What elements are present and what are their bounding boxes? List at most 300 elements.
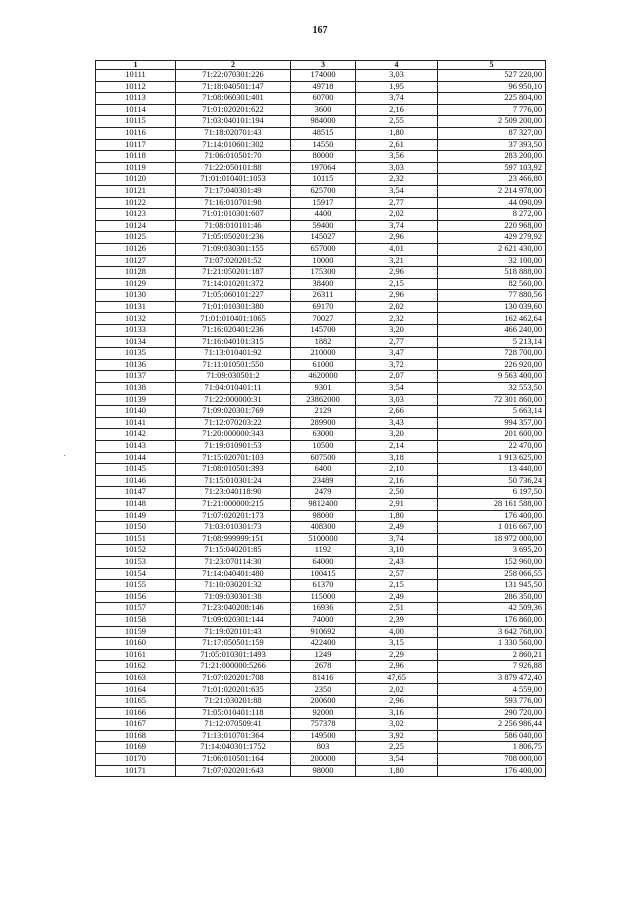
table-cell-col-2: 71:03:010301:73 [176, 522, 291, 534]
table-cell-col-1: 10135 [96, 348, 176, 360]
table-cell-col-1: 10146 [96, 475, 176, 487]
table-cell-col-5: 1 016 667,00 [438, 522, 546, 534]
table-cell-col-3: 9812400 [291, 498, 356, 510]
table-cell-col-1: 10115 [96, 116, 176, 128]
table-cell-col-3: 10115 [291, 174, 356, 186]
table-cell-col-1: 10119 [96, 162, 176, 174]
table-cell-col-4: 3,21 [356, 255, 438, 267]
table-cell-col-3: 59400 [291, 220, 356, 232]
table-row [96, 545, 546, 557]
table-cell-col-1: 10124 [96, 220, 176, 232]
table-row [96, 429, 546, 441]
table-cell-col-4: 2,51 [356, 603, 438, 615]
table-cell-col-1: 10170 [96, 754, 176, 766]
table-row [96, 522, 546, 534]
table-cell-col-5: 176 860,00 [438, 614, 546, 626]
table-cell-col-2: 71:22:050101:88 [176, 162, 291, 174]
table-cell-col-5: 1 913 625,00 [438, 452, 546, 464]
table-cell-col-1: 10116 [96, 127, 176, 139]
table-cell-col-1: 10143 [96, 441, 176, 453]
table-cell-col-5: 82 560,00 [438, 278, 546, 290]
table-cell-col-5: 728 700,00 [438, 348, 546, 360]
table-cell-col-4: 47,65 [356, 672, 438, 684]
table-cell-col-3: 81416 [291, 672, 356, 684]
table-cell-col-1: 10138 [96, 383, 176, 395]
table-cell-col-4: 2,39 [356, 614, 438, 626]
table-row [96, 255, 546, 267]
table-cell-col-4: 1,95 [356, 81, 438, 93]
table-cell-col-1: 10162 [96, 661, 176, 673]
table-row [96, 475, 546, 487]
table-cell-col-1: 10139 [96, 394, 176, 406]
table-cell-col-1: 10129 [96, 278, 176, 290]
table-cell-col-5: 131 945,50 [438, 580, 546, 592]
table-cell-col-2: 71:20:000000:343 [176, 429, 291, 441]
table-cell-col-1: 10120 [96, 174, 176, 186]
table-cell-col-5: 290 720,00 [438, 707, 546, 719]
table-row [96, 487, 546, 499]
table-cell-col-1: 10159 [96, 626, 176, 638]
table-row [96, 139, 546, 151]
table-cell-col-2: 71:22:070301:226 [176, 70, 291, 82]
data-table [95, 60, 546, 777]
column-header-3: 3 [291, 61, 356, 70]
table-cell-col-2: 71:07:020201:708 [176, 672, 291, 684]
table-cell-col-2: 71:13:010401:92 [176, 348, 291, 360]
table-cell-col-3: 64000 [291, 556, 356, 568]
table-cell-col-5: 22 470,00 [438, 441, 546, 453]
table-row [96, 151, 546, 163]
table-cell-col-4: 2,43 [356, 556, 438, 568]
table-cell-col-2: 71:21:000000:215 [176, 498, 291, 510]
table-cell-col-5: 162 462,64 [438, 313, 546, 325]
table-cell-col-3: 10500 [291, 441, 356, 453]
table-cell-col-1: 10114 [96, 104, 176, 116]
table-cell-col-5: 994 357,00 [438, 417, 546, 429]
page-number: 167 [312, 25, 328, 36]
table-cell-col-1: 10163 [96, 672, 176, 684]
table-cell-col-5: 1 330 560,00 [438, 638, 546, 650]
table-row [96, 336, 546, 348]
table-cell-col-4: 2,02 [356, 684, 438, 696]
table-cell-col-3: 149500 [291, 730, 356, 742]
table-cell-col-1: 10145 [96, 464, 176, 476]
table-cell-col-4: 2,66 [356, 406, 438, 418]
table-cell-col-1: 10134 [96, 336, 176, 348]
column-header-5: 5 [438, 61, 546, 70]
table-cell-col-5: 130 039,60 [438, 301, 546, 313]
table-cell-col-5: 28 161 588,00 [438, 498, 546, 510]
table-cell-col-5: 176 400,00 [438, 510, 546, 522]
table-cell-col-3: 63000 [291, 429, 356, 441]
table-row [96, 417, 546, 429]
table-row [96, 290, 546, 302]
table-cell-col-4: 2,29 [356, 649, 438, 661]
table-cell-col-2: 71:18:020701:43 [176, 127, 291, 139]
table-cell-col-5: 597 103,92 [438, 162, 546, 174]
table-cell-col-2: 71:12:070203:22 [176, 417, 291, 429]
table-cell-col-5: 18 972 000,00 [438, 533, 546, 545]
table-cell-col-3: 200000 [291, 754, 356, 766]
table-cell-col-3: 74000 [291, 614, 356, 626]
table-row [96, 209, 546, 221]
table-cell-col-4: 3,18 [356, 452, 438, 464]
table-row [96, 383, 546, 395]
table-cell-col-3: 2678 [291, 661, 356, 673]
table-cell-col-5: 527 220,00 [438, 70, 546, 82]
table-cell-col-1: 10112 [96, 81, 176, 93]
table-row [96, 638, 546, 650]
table-cell-col-2: 71:07:020201:52 [176, 255, 291, 267]
table-row [96, 684, 546, 696]
table-cell-col-3: 289900 [291, 417, 356, 429]
table-row [96, 243, 546, 255]
table-cell-col-1: 10113 [96, 93, 176, 105]
table-cell-col-5: 226 920,00 [438, 359, 546, 371]
table-cell-col-1: 10140 [96, 406, 176, 418]
table-cell-col-3: 5100000 [291, 533, 356, 545]
table-cell-col-2: 71:23:070114:30 [176, 556, 291, 568]
table-cell-col-5: 518 888,00 [438, 267, 546, 279]
table-cell-col-3: 197064 [291, 162, 356, 174]
table-cell-col-1: 10144 [96, 452, 176, 464]
table-cell-col-2: 71:09:020301:769 [176, 406, 291, 418]
table-cell-col-1: 10142 [96, 429, 176, 441]
table-cell-col-2: 71:01:010401:1065 [176, 313, 291, 325]
table-row [96, 754, 546, 766]
table-cell-col-5: 3 642 768,00 [438, 626, 546, 638]
table-cell-col-3: 200600 [291, 696, 356, 708]
table-cell-col-3: 98000 [291, 765, 356, 777]
table-cell-col-1: 10158 [96, 614, 176, 626]
table-cell-col-5: 225 804,00 [438, 93, 546, 105]
table-cell-col-2: 71:06:010501:164 [176, 754, 291, 766]
table-row [96, 661, 546, 673]
table-cell-col-2: 71:14:040401:480 [176, 568, 291, 580]
data-table-container [95, 60, 545, 777]
table-cell-col-5: 3 695,20 [438, 545, 546, 557]
table-row [96, 614, 546, 626]
column-header-2: 2 [176, 61, 291, 70]
table-row [96, 556, 546, 568]
table-cell-col-3: 607500 [291, 452, 356, 464]
table-cell-col-3: 98000 [291, 510, 356, 522]
table-cell-col-3: 100415 [291, 568, 356, 580]
table-cell-col-3: 80000 [291, 151, 356, 163]
table-row [96, 197, 546, 209]
table-row [96, 626, 546, 638]
table-cell-col-3: 175300 [291, 267, 356, 279]
table-cell-col-1: 10164 [96, 684, 176, 696]
table-cell-col-1: 10155 [96, 580, 176, 592]
table-cell-col-2: 71:14:010601:302 [176, 139, 291, 151]
table-cell-col-5: 2 214 978,00 [438, 185, 546, 197]
table-cell-col-1: 10147 [96, 487, 176, 499]
table-cell-col-1: 10127 [96, 255, 176, 267]
table-row [96, 359, 546, 371]
table-row [96, 371, 546, 383]
table-cell-col-1: 10161 [96, 649, 176, 661]
table-cell-col-4: 2,07 [356, 371, 438, 383]
table-cell-col-2: 71:17:040301:49 [176, 185, 291, 197]
table-cell-col-5: 37 393,50 [438, 139, 546, 151]
table-cell-col-4: 2,96 [356, 290, 438, 302]
table-cell-col-3: 23489 [291, 475, 356, 487]
table-cell-col-5: 152 960,00 [438, 556, 546, 568]
table-cell-col-2: 71:13:010701:364 [176, 730, 291, 742]
table-cell-col-4: 3,74 [356, 533, 438, 545]
table-cell-col-5: 77 880,56 [438, 290, 546, 302]
table-cell-col-1: 10130 [96, 290, 176, 302]
table-cell-col-2: 71:09:030301:155 [176, 243, 291, 255]
table-cell-col-4: 3,56 [356, 151, 438, 163]
table-row [96, 394, 546, 406]
table-cell-col-5: 13 440,00 [438, 464, 546, 476]
table-row [96, 452, 546, 464]
table-cell-col-3: 38400 [291, 278, 356, 290]
table-row [96, 707, 546, 719]
table-cell-col-4: 4,01 [356, 243, 438, 255]
table-cell-col-2: 71:05:060101:227 [176, 290, 291, 302]
table-cell-col-2: 71:03:040101:194 [176, 116, 291, 128]
table-row [96, 510, 546, 522]
table-row [96, 719, 546, 731]
table-cell-col-4: 2,32 [356, 174, 438, 186]
table-cell-col-4: 3,72 [356, 359, 438, 371]
table-row [96, 730, 546, 742]
table-cell-col-2: 71:01:010301:380 [176, 301, 291, 313]
table-row [96, 765, 546, 777]
table-cell-col-3: 2129 [291, 406, 356, 418]
table-cell-col-4: 2,55 [356, 116, 438, 128]
table-cell-col-3: 210000 [291, 348, 356, 360]
table-cell-col-5: 283 200,00 [438, 151, 546, 163]
table-row [96, 672, 546, 684]
table-cell-col-2: 71:10:030201:32 [176, 580, 291, 592]
table-cell-col-3: 2479 [291, 487, 356, 499]
table-cell-col-4: 2,02 [356, 209, 438, 221]
table-cell-col-5: 176 400,00 [438, 765, 546, 777]
table-cell-col-2: 71:07:020201:173 [176, 510, 291, 522]
table-cell-col-5: 708 000,00 [438, 754, 546, 766]
table-row [96, 267, 546, 279]
table-cell-col-1: 10156 [96, 591, 176, 603]
table-cell-col-2: 71:14:040301:1752 [176, 742, 291, 754]
table-cell-col-2: 71:05:010401:118 [176, 707, 291, 719]
table-cell-col-2: 71:09:030501:2 [176, 371, 291, 383]
table-cell-col-2: 71:09:030301:38 [176, 591, 291, 603]
table-row [96, 580, 546, 592]
table-cell-col-3: 9301 [291, 383, 356, 395]
table-cell-col-4: 1,80 [356, 127, 438, 139]
table-cell-col-2: 71:07:020201:643 [176, 765, 291, 777]
table-cell-col-5: 2 509 200,00 [438, 116, 546, 128]
table-cell-col-4: 3,20 [356, 429, 438, 441]
table-cell-col-5: 466 240,00 [438, 325, 546, 337]
table-body [96, 70, 546, 777]
table-cell-col-4: 2,10 [356, 464, 438, 476]
table-cell-col-3: 1192 [291, 545, 356, 557]
table-cell-col-5: 258 066,55 [438, 568, 546, 580]
table-cell-col-3: 2350 [291, 684, 356, 696]
table-cell-col-4: 2,96 [356, 232, 438, 244]
table-cell-col-2: 71:08:060301:401 [176, 93, 291, 105]
table-cell-col-1: 10157 [96, 603, 176, 615]
table-cell-col-1: 10166 [96, 707, 176, 719]
table-cell-col-3: 984000 [291, 116, 356, 128]
table-cell-col-2: 71:16:040101:315 [176, 336, 291, 348]
table-cell-col-5: 2 860,21 [438, 649, 546, 661]
table-cell-col-1: 10121 [96, 185, 176, 197]
table-cell-col-5: 7 776,00 [438, 104, 546, 116]
table-cell-col-3: 23862000 [291, 394, 356, 406]
table-row [96, 742, 546, 754]
table-cell-col-3: 60700 [291, 93, 356, 105]
table-cell-col-4: 3,54 [356, 383, 438, 395]
table-cell-col-3: 10000 [291, 255, 356, 267]
table-cell-col-4: 2,14 [356, 441, 438, 453]
table-row [96, 81, 546, 93]
table-cell-col-1: 10168 [96, 730, 176, 742]
table-cell-col-2: 71:06:010501:70 [176, 151, 291, 163]
table-cell-col-5: 586 040,00 [438, 730, 546, 742]
table-row [96, 220, 546, 232]
table-row [96, 498, 546, 510]
table-cell-col-2: 71:16:010701:98 [176, 197, 291, 209]
table-cell-col-5: 50 736,24 [438, 475, 546, 487]
table-cell-col-3: 61000 [291, 359, 356, 371]
table-cell-col-4: 2,15 [356, 278, 438, 290]
table-cell-col-2: 71:17:050501:159 [176, 638, 291, 650]
table-cell-col-4: 2,16 [356, 104, 438, 116]
table-cell-col-2: 71:15:040201:85 [176, 545, 291, 557]
table-cell-col-5: 2 621 430,00 [438, 243, 546, 255]
table-cell-col-2: 71:19:010901:53 [176, 441, 291, 453]
table-cell-col-3: 657000 [291, 243, 356, 255]
table-cell-col-3: 408300 [291, 522, 356, 534]
table-cell-col-3: 92000 [291, 707, 356, 719]
table-row [96, 406, 546, 418]
table-cell-col-3: 16936 [291, 603, 356, 615]
table-row [96, 174, 546, 186]
table-cell-col-1: 10148 [96, 498, 176, 510]
table-row [96, 93, 546, 105]
table-cell-col-3: 3600 [291, 104, 356, 116]
table-cell-col-3: 15917 [291, 197, 356, 209]
table-cell-col-3: 61370 [291, 580, 356, 592]
table-cell-col-3: 910692 [291, 626, 356, 638]
table-cell-col-4: 1,80 [356, 510, 438, 522]
table-row [96, 313, 546, 325]
column-header-1: 1 [96, 61, 176, 70]
table-cell-col-2: 71:23:040118:90 [176, 487, 291, 499]
table-cell-col-1: 10151 [96, 533, 176, 545]
table-cell-col-4: 2,25 [356, 742, 438, 754]
table-cell-col-4: 3,43 [356, 417, 438, 429]
table-cell-col-2: 71:11:010501:550 [176, 359, 291, 371]
table-cell-col-1: 10169 [96, 742, 176, 754]
table-cell-col-4: 4,00 [356, 626, 438, 638]
table-cell-col-5: 23 466,80 [438, 174, 546, 186]
table-cell-col-1: 10171 [96, 765, 176, 777]
table-cell-col-5: 220 968,00 [438, 220, 546, 232]
table-cell-col-4: 2,02 [356, 301, 438, 313]
table-cell-col-4: 2,32 [356, 313, 438, 325]
table-cell-col-4: 2,77 [356, 336, 438, 348]
table-row [96, 301, 546, 313]
table-cell-col-1: 10165 [96, 696, 176, 708]
column-header-4: 4 [356, 61, 438, 70]
scan-dot [64, 455, 65, 456]
table-cell-col-1: 10125 [96, 232, 176, 244]
table-cell-col-1: 10136 [96, 359, 176, 371]
table-cell-col-2: 71:01:010401:1053 [176, 174, 291, 186]
table-cell-col-4: 2,77 [356, 197, 438, 209]
table-cell-col-5: 2 256 986,44 [438, 719, 546, 731]
table-row [96, 278, 546, 290]
table-cell-col-5: 593 776,00 [438, 696, 546, 708]
table-cell-col-2: 71:04:010401:11 [176, 383, 291, 395]
table-cell-col-1: 10111 [96, 70, 176, 82]
table-cell-col-1: 10117 [96, 139, 176, 151]
table-cell-col-4: 3,02 [356, 719, 438, 731]
table-cell-col-1: 10132 [96, 313, 176, 325]
table-cell-col-4: 3,03 [356, 394, 438, 406]
table-cell-col-3: 14550 [291, 139, 356, 151]
table-cell-col-5: 42 509,36 [438, 603, 546, 615]
table-row [96, 325, 546, 337]
table-cell-col-1: 10153 [96, 556, 176, 568]
table-cell-col-4: 2,16 [356, 475, 438, 487]
table-cell-col-5: 1 806,75 [438, 742, 546, 754]
table-row [96, 348, 546, 360]
table-cell-col-4: 3,74 [356, 220, 438, 232]
table-row [96, 162, 546, 174]
table-cell-col-5: 201 600,00 [438, 429, 546, 441]
table-cell-col-2: 71:21:000000:5266 [176, 661, 291, 673]
table-cell-col-1: 10149 [96, 510, 176, 522]
table-cell-col-2: 71:23:040208:146 [176, 603, 291, 615]
table-cell-col-5: 87 327,00 [438, 127, 546, 139]
table-cell-col-4: 2,50 [356, 487, 438, 499]
table-cell-col-4: 2,91 [356, 498, 438, 510]
table-cell-col-2: 71:05:050201:236 [176, 232, 291, 244]
table-row [96, 533, 546, 545]
table-cell-col-2: 71:22:000000:31 [176, 394, 291, 406]
table-cell-col-4: 3,92 [356, 730, 438, 742]
table-cell-col-2: 71:05:010301:1493 [176, 649, 291, 661]
table-row [96, 696, 546, 708]
table-cell-col-1: 10152 [96, 545, 176, 557]
table-cell-col-2: 71:12:070509:41 [176, 719, 291, 731]
table-row [96, 649, 546, 661]
table-cell-col-1: 10154 [96, 568, 176, 580]
table-cell-col-2: 71:01:020201:622 [176, 104, 291, 116]
table-cell-col-2: 71:09:020301:144 [176, 614, 291, 626]
table-row [96, 104, 546, 116]
table-cell-col-4: 2,96 [356, 267, 438, 279]
table-row [96, 591, 546, 603]
table-cell-col-3: 145027 [291, 232, 356, 244]
table-cell-col-3: 26311 [291, 290, 356, 302]
table-cell-col-3: 625700 [291, 185, 356, 197]
table-cell-col-4: 2,96 [356, 661, 438, 673]
table-cell-col-1: 10160 [96, 638, 176, 650]
table-cell-col-3: 115000 [291, 591, 356, 603]
table-cell-col-5: 6 197,50 [438, 487, 546, 499]
table-cell-col-5: 5 213,14 [438, 336, 546, 348]
table-cell-col-5: 96 950,10 [438, 81, 546, 93]
